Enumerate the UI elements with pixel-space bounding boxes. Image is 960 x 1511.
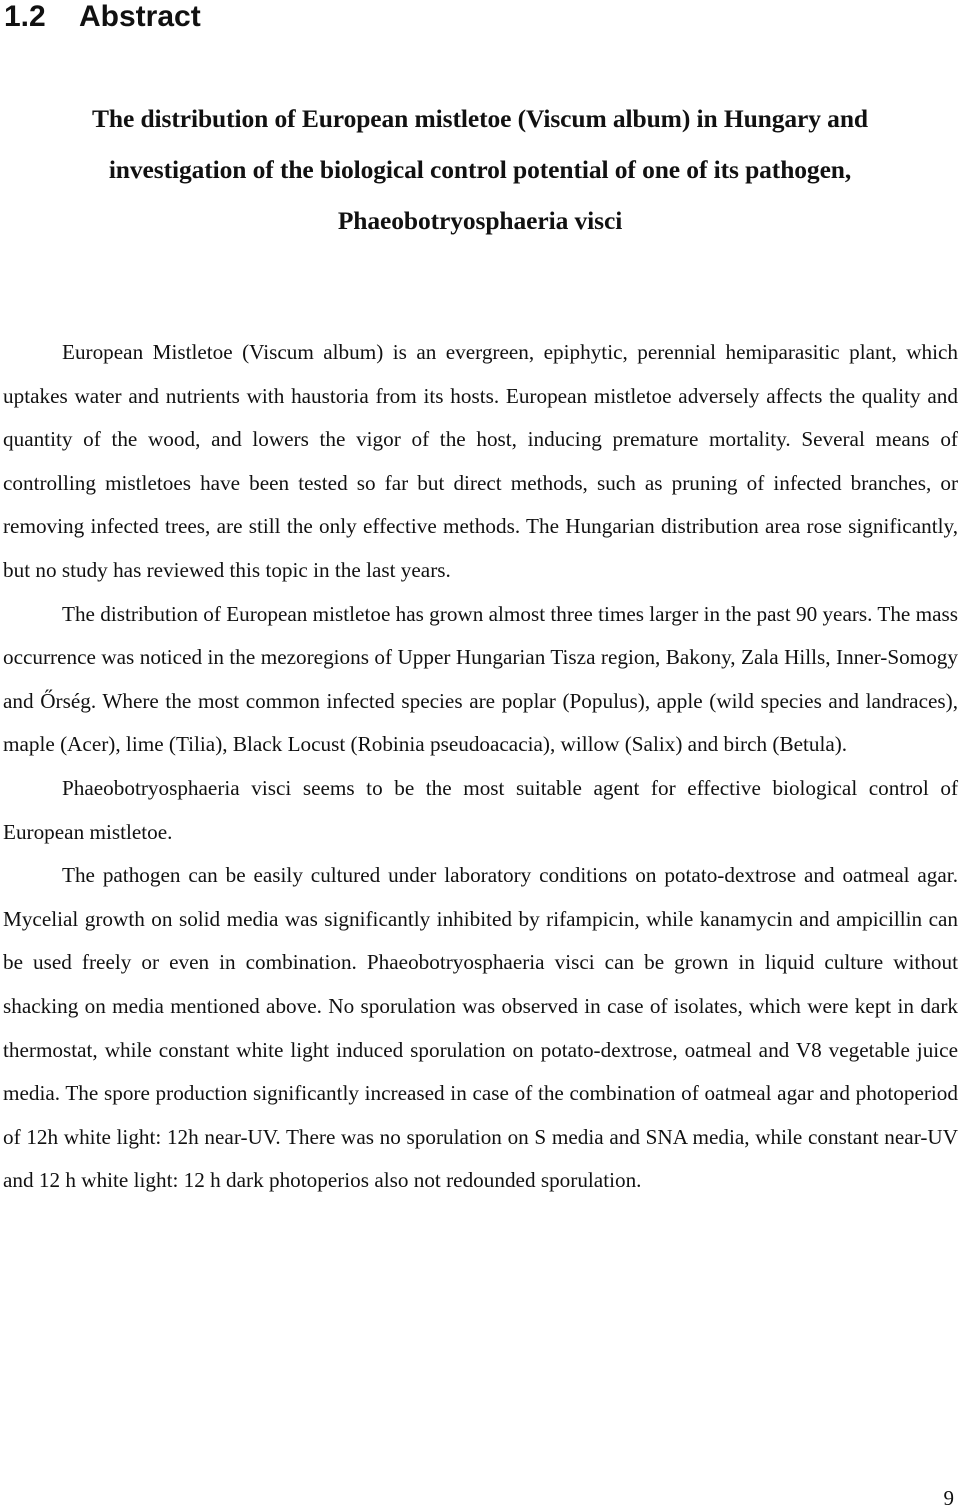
page-number: 9 [943, 1486, 954, 1510]
document-title [0, 93, 960, 246]
title-line: investigation of the biological control potential of one of its pathogen, [108, 155, 852, 184]
title-line: Phaeobotryosphaeria visci [337, 206, 623, 235]
section-title: Abstract [79, 0, 201, 33]
abstract-body [3, 331, 958, 1203]
abstract-paragraph: Phaeobotryosphaeria visci seems to be the most suitable agent for effective biological control of European mistletoe. [3, 775, 958, 844]
abstract-paragraph: The distribution of European mistletoe has grown almost three times larger in the past 90 years. The mass occurrence was noticed in the mezoregions of Upper Hungarian Tisza region, Bakony, Zala Hills, Inner-Somogy and Őrség. Where the most common infected species are poplar (Populus), apple (wild species and landraces), maple (Acer), lime (Tilia), Black Locust (Robinia pseudoacacia), willow (Salix) and birch (Betula). [3, 601, 958, 757]
abstract-paragraph: The pathogen can be easily cultured under laboratory conditions on potato-dextrose and oatmeal agar. Mycelial growth on solid media was significantly inhibited by rifampicin, while kanamycin and ampicillin can be used freely or even in combination. Phaeobotryosphaeria visci can be grown in liquid culture without shacking on media mentioned above. No sporulation was observed in case of isolates, which were kept in dark thermostat, while constant white light induced sporulation on potato-dextrose, oatmeal and V8 vegetable juice media. The spore production significantly increased in case of the combination of oatmeal agar and photoperiod of 12h white light: 12h near-UV. There was no sporulation on S media and SNA media, while constant near-UV and 12 h white light: 12 h dark photoperios also not redounded sporulation. [3, 863, 958, 1193]
abstract-paragraph: European Mistletoe (Viscum album) is an evergreen, epiphytic, perennial hemiparasitic plant, which uptakes water and nutrients with haustoria from its hosts. European mistletoe adversely affects the quality and quantity of the wood, and lowers the vigor of the host, inducing premature mortality. Several means of controlling mistletoes have been tested so far but direct methods, such as pruning of infected branches, or removing infected trees, are still the only effective methods. The Hungarian distribution area rose significantly, but no study has reviewed this topic in the last years. [3, 340, 958, 582]
title-line: The distribution of European mistletoe (Viscum album) in Hungary and [91, 104, 868, 133]
section-number: 1.2 [4, 0, 46, 33]
section-heading [4, 0, 201, 36]
